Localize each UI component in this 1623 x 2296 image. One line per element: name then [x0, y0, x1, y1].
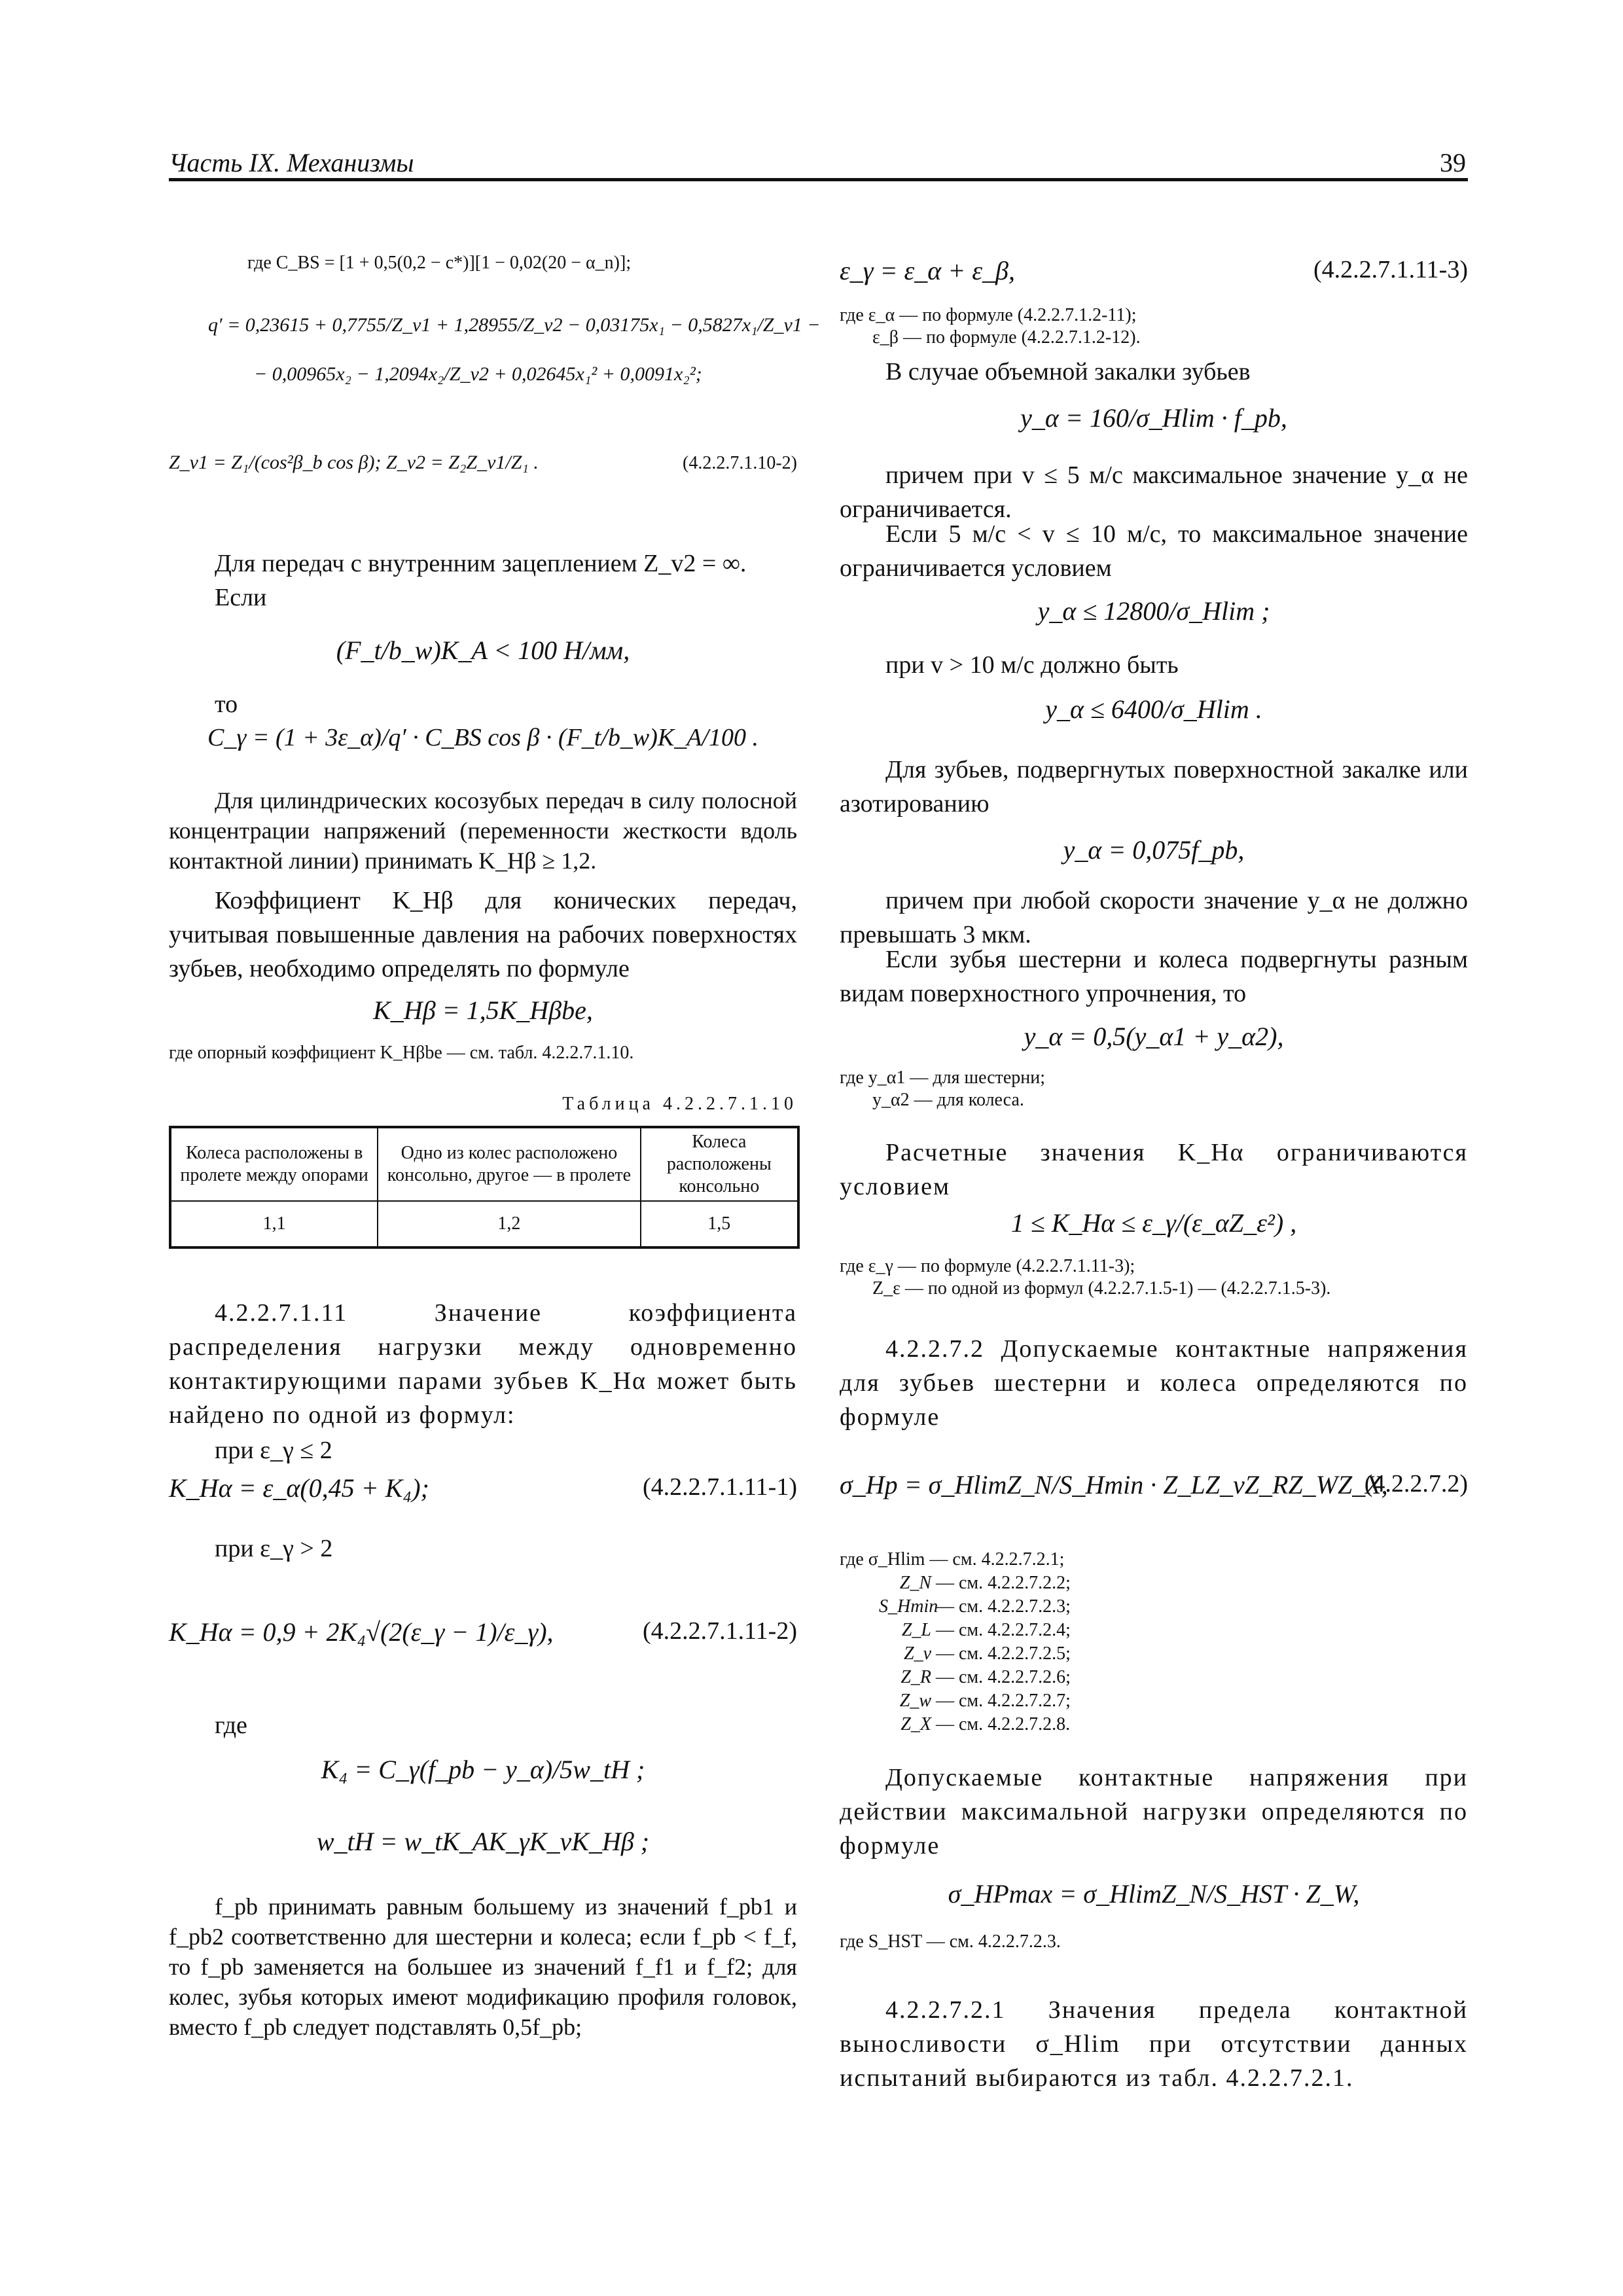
- y-alpha-formula-4: y_α = 0,075f_pb,: [1063, 835, 1245, 865]
- header-rule: [169, 178, 1468, 181]
- gde-label: где: [215, 1712, 247, 1739]
- table-cell: 1,1: [170, 1201, 378, 1247]
- eps-gamma-formula-number: (4.2.2.7.1.11-3): [1313, 256, 1468, 283]
- 3mkm-paragraph: причем при любой скорости значение y_α не должно превышать 3 мкм.: [840, 887, 1468, 948]
- sigma-hpmax-formula: σ_HPmax = σ_HlimZ_N/S_HST · Z_W,: [948, 1879, 1360, 1909]
- surface-hardening-paragraph: Для зубьев, подвергнутых поверхностной закалке или азотированию: [840, 756, 1468, 817]
- section-4-2-2-7-2-paragraph: 4.2.2.7.2 Допускаемые контактные напряжения для зубьев шестерни и колеса определяются по формуле: [840, 1335, 1468, 1431]
- q-prime-formula-line-1: q′ = 0,23615 + 0,7755/Z_v1 + 1,28955/Z_v2 − 0,03175x₁ − 0,5827x₁/Z_v1 −: [208, 314, 821, 336]
- ya5-where-line-1: где y_α1 — для шестерни;: [840, 1067, 1046, 1088]
- v5-10-paragraph: Если 5 м/с < v ≤ 10 м/с, то максимальное значение ограничивается условием: [840, 520, 1468, 582]
- eps-gamma-formula: ε_γ = ε_α + ε_β,: [840, 256, 1015, 285]
- wth-formula: w_tH = w_tK_AK_γK_vK_Hβ ;: [316, 1827, 650, 1856]
- helical-gears-paragraph: Для цилиндрических косозубых передач в силу полосной концентрации напряжений (переменности жесткости вдоль контактной линии) принимать K_Hβ ≥ 1,2.: [169, 787, 797, 874]
- kha-condition-formula: 1 ≤ K_Hα ≤ ε_γ/(ε_αZ_ε²) ,: [1010, 1208, 1297, 1238]
- shst-where: где S_HST — см. 4.2.2.7.2.3.: [840, 1931, 1061, 1952]
- page-number: 39: [1440, 148, 1466, 177]
- where-item: Z_R — см. 4.2.2.7.2.6;: [901, 1667, 1071, 1687]
- kha-where-line-1: где ε_γ — по формуле (4.2.2.7.1.11-3);: [840, 1256, 1135, 1276]
- conical-gears-paragraph: Коэффициент K_Hβ для конических передач, учитывая повышенные давления на рабочих поверхностях зубьев, необходимо определять по формуле: [169, 887, 797, 982]
- section-4-2-2-7-2-1-paragraph: 4.2.2.7.2.1 Значения предела контактной выносливости σ_Hlim при отсутствии данных испытаний выбираются из табл. 4.2.2.7.2.1.: [840, 1996, 1468, 2092]
- khb-formula: K_Hβ = 1,5K_Hβbe,: [373, 996, 593, 1025]
- table-header-row: [170, 1127, 798, 1201]
- table-header-cell: Колеса расположены консольно: [641, 1127, 798, 1201]
- y-alpha-formula-2: y_α ≤ 12800/σ_Hlim ;: [1037, 596, 1270, 626]
- condition-eps-le-2: при ε_γ ≤ 2: [215, 1437, 332, 1464]
- cbs-definition: где C_BS = [1 + 0,5(0,2 − c*)][1 − 0,02(20 − α_n)];: [247, 253, 632, 273]
- to-label: то: [215, 691, 238, 718]
- where-item: где σ_Hlim — см. 4.2.2.7.2.1;: [840, 1549, 1065, 1570]
- eps-where-line-2: ε_β — по формуле (4.2.2.7.1.2-12).: [872, 327, 1141, 348]
- y-alpha-formula-1: y_α = 160/σ_Hlim · f_pb,: [1020, 403, 1287, 433]
- different-hardening-paragraph: Если зубья шестерни и колеса подвергнуты разным видам поверхностного упрочнения, то: [840, 946, 1468, 1007]
- table-caption: Таблица 4.2.2.7.1.10: [562, 1094, 797, 1114]
- table-cell: 1,5: [641, 1201, 798, 1247]
- ya5-where-line-2: y_α2 — для колеса.: [872, 1090, 1024, 1110]
- internal-gear-paragraph: Для передач с внутренним зацеплением Z_v2 = ∞.: [215, 550, 747, 577]
- where-item: S_Hmin — см. 4.2.2.7.2.3;: [879, 1596, 1071, 1617]
- max-load-paragraph: Допускаемые контактные напряжения при действии максимальной нагрузки определяются по формуле: [840, 1764, 1468, 1859]
- eps-where-line-1: где ε_α — по формуле (4.2.2.7.1.2-11);: [840, 305, 1137, 325]
- load-condition-formula: (F_t/b_w)K_A < 100 Н/мм,: [336, 636, 630, 665]
- table-header-cell: Одно из колес расположено консольно, другое — в пролете: [378, 1127, 640, 1201]
- kha-formula-2-number: (4.2.2.7.1.11-2): [642, 1617, 797, 1645]
- sigma-hp-formula-number: (4.2.2.7.2): [1364, 1470, 1468, 1498]
- kha-where-line-2: Z_ε — по одной из формул (4.2.2.7.1.5-1) — (4.2.2.7.1.5-3).: [872, 1278, 1331, 1299]
- where-item: Z_w — см. 4.2.2.7.2.7;: [899, 1691, 1071, 1711]
- zv-formula-number: (4.2.2.7.1.10-2): [683, 453, 797, 473]
- running-header-title: Часть IX. Механизмы: [169, 148, 414, 177]
- where-item: Z_v — см. 4.2.2.7.2.5;: [904, 1643, 1071, 1664]
- zv-formula: Z_v1 = Z₁/(cos²β_b cos β); Z_v2 = Z₂Z_v1/Z₁ .: [169, 452, 539, 473]
- table-header-cell: Колеса расположены в пролете между опорами: [170, 1127, 378, 1201]
- kha-formula-2: K_Hα = 0,9 + 2K₄√(2(ε_γ − 1)/ε_γ),: [169, 1617, 554, 1647]
- table-cell: 1,2: [378, 1201, 640, 1247]
- coefficient-table: [169, 1126, 800, 1249]
- sigma-hp-where-list: [840, 1548, 1071, 1736]
- table-row: [170, 1201, 798, 1247]
- volume-hardening-paragraph: В случае объемной закалки зубьев: [885, 358, 1251, 386]
- where-item: Z_X — см. 4.2.2.7.2.8.: [901, 1714, 1071, 1734]
- q-prime-formula-line-2: − 0,00965x₂ − 1,2094x₂/Z_v2 + 0,02645x₁² + 0,0091x₂²;: [254, 363, 702, 385]
- esli-label: Если: [215, 584, 267, 611]
- section-4-2-2-7-1-11-paragraph: 4.2.2.7.1.11 Значение коэффициента распределения нагрузки между одновременно контактирующими парами зубьев K_Hα может быть найдено по одной из формул:: [169, 1299, 797, 1429]
- y-alpha-formula-3: y_α ≤ 6400/σ_Hlim .: [1045, 694, 1262, 724]
- kha-formula-1-number: (4.2.2.7.1.11-1): [642, 1473, 797, 1501]
- khb-reference-note: где опорный коэффициент K_Hβbe — см. табл. 4.2.2.7.1.10.: [169, 1043, 634, 1063]
- v5-paragraph: причем при v ≤ 5 м/с максимальное значение y_α не ограничивается.: [840, 461, 1468, 523]
- c-gamma-formula: C_γ = (1 + 3ε_α)/q′ · C_BS cos β · (F_t/b_w)K_A/100 .: [207, 724, 758, 751]
- y-alpha-formula-5: y_α = 0,5(y_α1 + y_α2),: [1024, 1022, 1284, 1051]
- v10-paragraph: при v > 10 м/с должно быть: [885, 651, 1179, 679]
- where-item: Z_L — см. 4.2.2.7.2.4;: [901, 1620, 1071, 1640]
- where-item: Z_N — см. 4.2.2.7.2.2;: [899, 1573, 1071, 1593]
- fpb-paragraph: f_pb принимать равным большему из значений f_pb1 и f_pb2 соответственно для шестерни и колеса; если f_pb < f_f, то f_pb заменяется на большее из значений f_f1 и f_f2; для колес, зубья которых имеют модификацию профиля головок, вместо f_pb следует подставлять 0,5f_pb;: [169, 1893, 797, 2040]
- kha-formula-1: K_Hα = ε_α(0,45 + K₄);: [169, 1473, 429, 1503]
- condition-eps-gt-2: при ε_γ > 2: [215, 1535, 333, 1562]
- sigma-hp-formula: σ_Hp = σ_HlimZ_N/S_Hmin · Z_LZ_vZ_RZ_WZ_X,: [840, 1470, 1388, 1499]
- k4-formula: K₄ = C_γ(f_pb − y_α)/5w_tH ;: [321, 1755, 645, 1784]
- kha-limit-paragraph: Расчетные значения K_Hα ограничиваются условием: [840, 1139, 1468, 1200]
